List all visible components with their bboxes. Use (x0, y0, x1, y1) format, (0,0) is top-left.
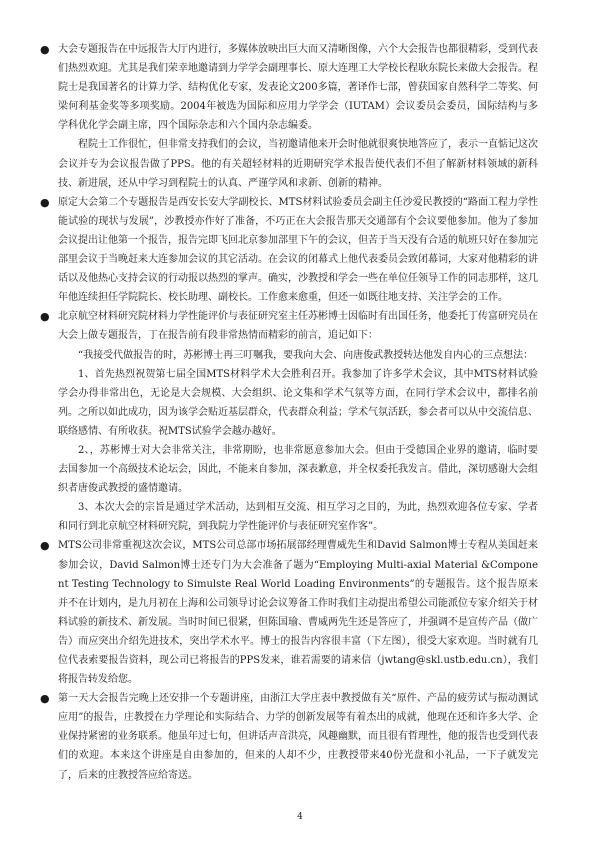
paragraph-quote-point-2 (58, 441, 538, 498)
paragraph-keynote-reports (40, 40, 538, 135)
paragraph-text: 3、本次大会的宗旨是通过学术活动，达到相互交流、相互学习之目的，为此，热烈欢迎各位专家、学者和同行到北京航空材料研究院，到我院力学性能评价与表征研究室作客”。 (58, 502, 538, 533)
paragraph-text: MTS公司非常重视这次会议，MTS公司总部市场拓展部经理曹威先生和David Salmon博士专程从美国赶来参加会议，David Salmon博士还专门为大会准备了题为“Employing Multi-axial Material &Component Testing Technology to Simulste Real World Loading Environments”的专题报告。这个报告原来并不在计划内，是九月初在上海和公司领导讨论会议筹备工作时我们主动提出希望公司能派位专家介绍关于材料试验的新技术、新发展。当时时间已很紧，但陈国瑜、曹威两先生还是答应了，并强调不是宣传产品（做广告）而应突出介绍先进技术，突出学术水平。博士的报告内容很丰富（下左图），很受大家欢迎。当时就有几位代表索要报告资料，现公司已将报告的PPS发来，谁若需要的请来信（jwtang@skl.ustb.edu.cn），我们将报告转发给您。 (58, 540, 538, 686)
bullet-icon: ● (40, 195, 50, 209)
paragraph-quote-intro (58, 346, 538, 365)
paragraph-second-report (40, 193, 538, 308)
paragraph-text: “我接受代做报告的时，苏彬博士再三叮嘱我，要我向大会、向唐俊武教授转达他发自内心的三点想法： (78, 349, 534, 361)
bullet-icon: ● (40, 692, 50, 706)
paragraph-text: 北京航空材料研究院材料力学性能评价与表征研究室主任苏彬博士因临时有出国任务，他委托丁传富研究员在大会上做专题报告，丁在报告前有段非常热情而精彩的前言，追记如下： (58, 311, 538, 342)
bullet-icon: ● (40, 310, 50, 324)
paragraph-text: 程院士工作很忙，但非常支持我们的会议，当初邀请他来开会时他就很爽快地答应了，表示一直惦记这次会议并专为会议报告做了PPS。他的有关超轻材料的近期研究学术报告使代表们不但了解新材料领域的新科技、新进展，还从中学习到程院士的认真、严谨学风和求新、创新的精神。 (58, 139, 538, 189)
paragraph-text: 原定大会第二个专题报告是西安长安大学副校长、MTS材料试验委员会副主任沙爱民教授的“路面工程力学性能试验的现状与发展”，沙教授亦作好了准备，不巧正在大会报告那天交通部有个会议要他参加。他为了参加会议提出让他第一个报告，报告完即飞回北京参加部里下午的会议，但苦于当天没有合适的航班只好在参加完部里会议于当晚赶来大连参加会议的其它活动。在会议的闭幕式上他代表委员会致闭幕词，大家对他精彩的讲话以及他热心支持会议的行动报以热烈的掌声。确实，沙教授和学会一些在单位任领导工作的同志那样，这几年他连续担任学院院长、校长助理、副校长。工作愈来愈重，但还一如既往地支持、关注学会的工作。 (58, 196, 538, 304)
paragraph-evening-lecture (40, 689, 538, 784)
paragraph-quote-point-3 (58, 498, 538, 536)
bullet-icon: ● (40, 539, 50, 553)
paragraph-beijing-aviation (40, 307, 538, 345)
page-content (40, 40, 538, 785)
bullet-icon: ● (40, 43, 50, 56)
paragraph-academician-cheng (58, 135, 538, 192)
paragraph-text: 2、，苏彬博士对大会非常关注，非常期盼，也非常愿意参加大会。但由于受德国企业界的邀请，临时要去国参加一个高级技术论坛会，因此，不能来自参加，深表歉意，并全权委托我发言。借此，深切感谢大会组织者唐俊武教授的盛情邀请。 (58, 444, 538, 495)
paragraph-text: 第一天大会报告完晚上还安排一个专题讲座，由浙江大学庄表中教授做有关“原件、产品的疲劳试与振动测试应用”的报告，庄教授在力学理论和实际结合、力学的创新发展等有着杰出的成就，他现在还和许多大学、企业保持紧密的业务联系。他虽年过七旬，但讲话声音洪亮，风趣幽默，而且很有哲理性，他的报告也受到代表们的欢迎。本来这个讲座是自由参加的，但来的人却不少，庄教授带来40份光盘和小礼品，一下子就发完了，后来的庄教授答应给寄送。 (58, 693, 538, 781)
paragraph-quote-point-1 (58, 365, 538, 441)
paragraph-text: 大会专题报告在中远报告大厅内进行，多媒体放映出巨大而又清晰图像，六个大会报告也都很精彩，受到代表们热烈欢迎。尤其是我们荣幸地邀请到力学学会副理事长、原大连理工大学校长程耿东院长来做大会报告。程院士是我国著名的计算力学、结构优化专家，发表论文200多篇，著译作七部，曾获国家自然科学二等奖、何梁何利基金奖等多项奖励。2004年被选为国际和应用力学学会（IUTAM）会议委员会委员，国际结构与多学科优化学会副主席，四个国际杂志和六个国内杂志编委。 (58, 44, 538, 132)
paragraph-mts-company (40, 536, 538, 689)
page-number: 4 (297, 812, 303, 822)
paragraph-text: 1、首先热烈祝贺第七届全国MTS材料学术大会胜利召开。我参加了许多学术会议，其中MTS材料试验学会办得非常出色，无论是大会规模、大会组织、论文集和学术气氛等方面，在同行学术会议中，都排名前列。之所以如此成功，因为该学会贴近基层群众，代表群众利益；学术气氛活跃，参会者可以从中交流信息、联络感情、有所收获。祝MTS试验学会越办越好。 (58, 368, 538, 437)
